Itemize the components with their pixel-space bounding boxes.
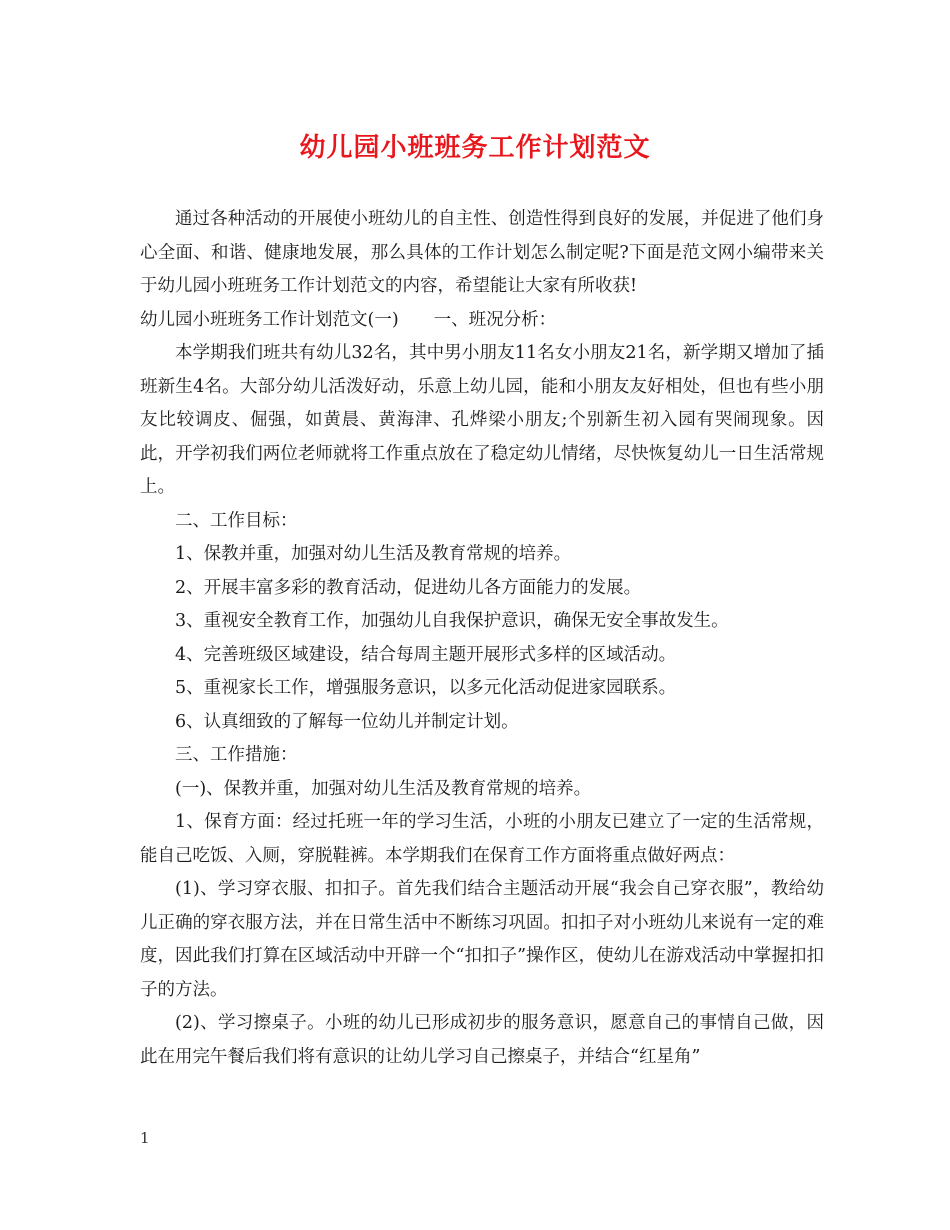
paragraph-goal-6: 6、认真细致的了解每一位幼儿并制定计划。 — [175, 711, 519, 732]
paragraph-heading-measures: 三、工作措施： — [175, 745, 298, 765]
paragraph-goal-3: 3、重视安全教育工作，加强幼儿自我保护意识，确保无安全事故发生。 — [175, 611, 729, 631]
paragraph-dressing: (1)、学习穿衣服、扣扣子。首先我们结合主题活动开展“我会自己穿衣服”，教给幼儿正确的穿衣服方法，并在日常生活中不断练习巩固。扣扣子对小班幼儿来说有一定的难度，因此我们打算在区域活动中开辟一个“扣扣子”操作区，使幼儿在游戏活动中掌握扣扣子的方法。 — [140, 879, 824, 1000]
page-number: 1 — [140, 1129, 150, 1147]
paragraph-goal-4: 4、完善班级区域建设，结合每周主题开展形式多样的区域活动。 — [175, 644, 677, 665]
paragraph-heading-goals: 二、工作目标： — [175, 510, 298, 531]
paragraph-goal-1: 1、保教并重，加强对幼儿生活及教育常规的培养。 — [175, 544, 572, 564]
paragraph-wiping-table: (2)、学习擦桌子。小班的幼儿已形成初步的服务意识，愿意自己的事情自己做，因此在用完午餐后我们将有意识的让幼儿学习自己擦桌子，并结合“红星角” — [140, 1013, 824, 1067]
paragraph-goal-2: 2、开展丰富多彩的教育活动，促进幼儿各方面能力的发展。 — [175, 577, 642, 598]
document-title: 幼儿园小班班务工作计划范文 — [299, 133, 651, 163]
paragraph-class-analysis: 本学期我们班共有幼儿32名，其中男小朋友11名女小朋友21名，新学期又增加了插班新生4名。大部分幼儿活泼好动，乐意上幼儿园，能和小朋友友好相处，但也有些小朋友比较调皮、倔强，如黄晨、黄海津、孔烨梁小朋友;个别新生初入园有哭闹现象。因此，开学初我们两位老师就将工作重点放在了稳定幼儿情绪，尽快恢复幼儿一日生活常规上。 — [140, 343, 824, 497]
paragraph-care-aspect: 1、保育方面：经过托班一年的学习生活，小班的小朋友已建立了一定的生活常规，能自己吃饭、入厕，穿脱鞋裤。本学期我们在保育工作方面将重点做好两点： — [140, 812, 824, 866]
paragraph-intro: 通过各种活动的开展使小班幼儿的自主性、创造性得到良好的发展，并促进了他们身心全面、和谐、健康地发展，那么具体的工作计划怎么制定呢?下面是范文网小编带来关于幼儿园小班班务工作计划范文的内容，希望能让大家有所收获! — [140, 209, 824, 296]
paragraph-goal-5: 5、重视家长工作，增强服务意识，以多元化活动促进家园联系。 — [175, 678, 677, 698]
document-body — [140, 203, 824, 1074]
paragraph-measure-1: (一)、保教并重，加强对幼儿生活及教育常规的培养。 — [175, 778, 592, 799]
paragraph-section-heading-1: 幼儿园小班班务工作计划范文(一) 一、班况分析： — [140, 309, 557, 330]
